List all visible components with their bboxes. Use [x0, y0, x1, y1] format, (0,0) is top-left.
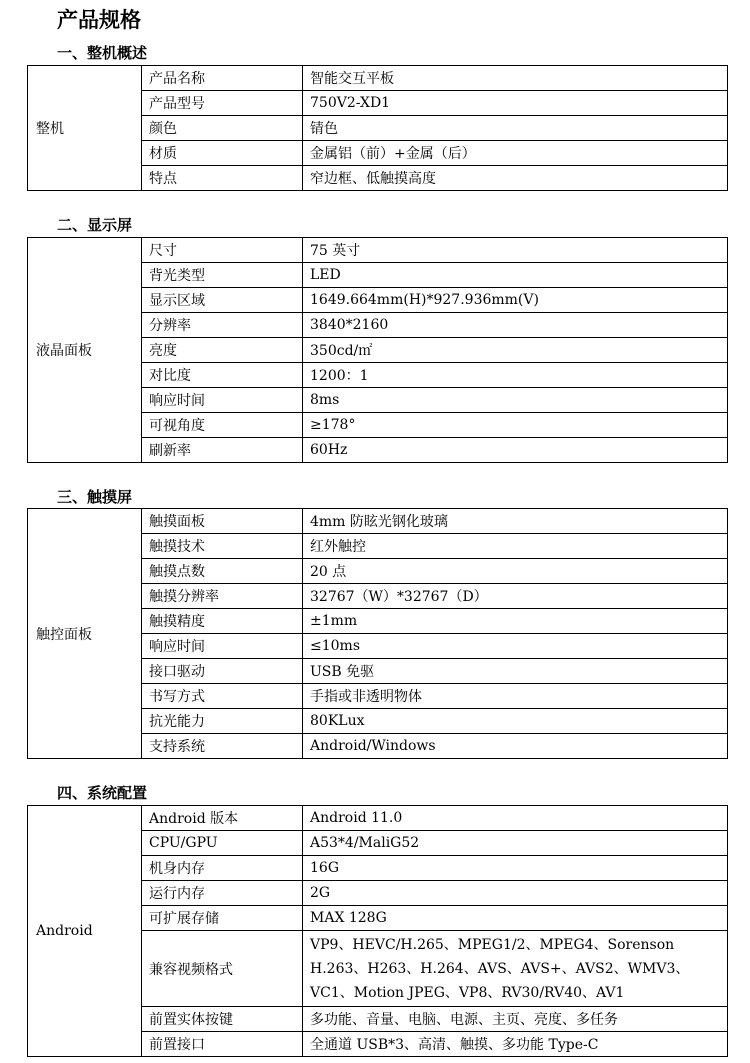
- spec-value: 1649.664mm(H)*927.936mm(V): [303, 288, 728, 313]
- spec-label: 兼容视频格式: [142, 931, 303, 1007]
- spec-label: 尺寸: [142, 238, 303, 263]
- spec-value: Android/Windows: [303, 734, 728, 759]
- section-heading-system: 四、系统配置: [57, 784, 148, 802]
- spec-label: 显示区域: [142, 288, 303, 313]
- spec-value: MAX 128G: [303, 906, 728, 931]
- spec-value: ≤10ms: [303, 634, 728, 659]
- table-row: [28, 66, 728, 91]
- spec-label: 响应时间: [142, 634, 303, 659]
- spec-value: 智能交互平板: [303, 66, 728, 91]
- spec-value: Android 11.0: [303, 806, 728, 831]
- spec-value: VP9、HEVC/H.265、MPEG1/2、MPEG4、Sorenson H.263、H263、H.264、AVS、AVS+、AVS2、WMV3、VC1、Motion JPEG、VP8、RV30/RV40、AV1: [303, 931, 728, 1007]
- spec-value: 手指或非透明物体: [303, 684, 728, 709]
- spec-label: 机身内存: [142, 856, 303, 881]
- spec-value: 32767（W）*32767（D）: [303, 584, 728, 609]
- table-row: [28, 509, 728, 534]
- spec-value: 8ms: [303, 388, 728, 413]
- spec-table-touch: [27, 508, 728, 759]
- spec-value: 金属铝（前）+金属（后）: [303, 141, 728, 166]
- spec-label: 亮度: [142, 338, 303, 363]
- table-row: [28, 806, 728, 831]
- section-heading-overview: 一、整机概述: [57, 44, 148, 62]
- spec-label: 可扩展存储: [142, 906, 303, 931]
- spec-label: 背光类型: [142, 263, 303, 288]
- table-row: [28, 238, 728, 263]
- group-label: Android: [28, 806, 142, 1057]
- spec-value: LED: [303, 263, 728, 288]
- spec-label: 抗光能力: [142, 709, 303, 734]
- spec-label: 响应时间: [142, 388, 303, 413]
- spec-value: ±1mm: [303, 609, 728, 634]
- spec-value: 全通道 USB*3、高清、触摸、多功能 Type-C: [303, 1032, 728, 1057]
- spec-value: 16G: [303, 856, 728, 881]
- spec-value: 4mm 防眩光钢化玻璃: [303, 509, 728, 534]
- group-label: 触控面板: [28, 509, 142, 759]
- spec-label: 特点: [142, 166, 303, 191]
- spec-label: 支持系统: [142, 734, 303, 759]
- spec-table-overview: [27, 65, 728, 191]
- spec-label: 触摸精度: [142, 609, 303, 634]
- spec-label: 触摸分辨率: [142, 584, 303, 609]
- spec-label: 触摸技术: [142, 534, 303, 559]
- document-title: 产品规格: [57, 8, 141, 32]
- group-label: 整机: [28, 66, 142, 191]
- spec-label: 触摸面板: [142, 509, 303, 534]
- spec-label: 触摸点数: [142, 559, 303, 584]
- spec-value: 20 点: [303, 559, 728, 584]
- spec-label: Android 版本: [142, 806, 303, 831]
- spec-value: 窄边框、低触摸高度: [303, 166, 728, 191]
- spec-label: 运行内存: [142, 881, 303, 906]
- spec-label: 前置接口: [142, 1032, 303, 1057]
- spec-label: 刷新率: [142, 438, 303, 463]
- spec-label: CPU/GPU: [142, 831, 303, 856]
- spec-value: 3840*2160: [303, 313, 728, 338]
- section-heading-display: 二、显示屏: [57, 216, 133, 234]
- section-heading-touch: 三、触摸屏: [57, 488, 133, 506]
- group-label: 液晶面板: [28, 238, 142, 463]
- spec-value: ≥178°: [303, 413, 728, 438]
- spec-label: 前置实体按键: [142, 1007, 303, 1032]
- spec-value: USB 免驱: [303, 659, 728, 684]
- spec-label: 对比度: [142, 363, 303, 388]
- spec-value: 1200：1: [303, 363, 728, 388]
- spec-label: 可视角度: [142, 413, 303, 438]
- spec-label: 分辨率: [142, 313, 303, 338]
- spec-label: 产品名称: [142, 66, 303, 91]
- spec-table-system: [27, 805, 728, 1057]
- spec-label: 接口驱动: [142, 659, 303, 684]
- spec-value: 多功能、音量、电脑、电源、主页、亮度、多任务: [303, 1007, 728, 1032]
- spec-value: 350cd/㎡: [303, 338, 728, 363]
- spec-label: 产品型号: [142, 91, 303, 116]
- spec-value: 75 英寸: [303, 238, 728, 263]
- spec-label: 颜色: [142, 116, 303, 141]
- spec-value: 80KLux: [303, 709, 728, 734]
- spec-value: 红外触控: [303, 534, 728, 559]
- spec-value: 60Hz: [303, 438, 728, 463]
- spec-value: A53*4/MaliG52: [303, 831, 728, 856]
- spec-label: 书写方式: [142, 684, 303, 709]
- spec-value: 2G: [303, 881, 728, 906]
- spec-label: 材质: [142, 141, 303, 166]
- spec-value: 750V2-XD1: [303, 91, 728, 116]
- spec-value: 锖色: [303, 116, 728, 141]
- spec-table-display: [27, 237, 728, 463]
